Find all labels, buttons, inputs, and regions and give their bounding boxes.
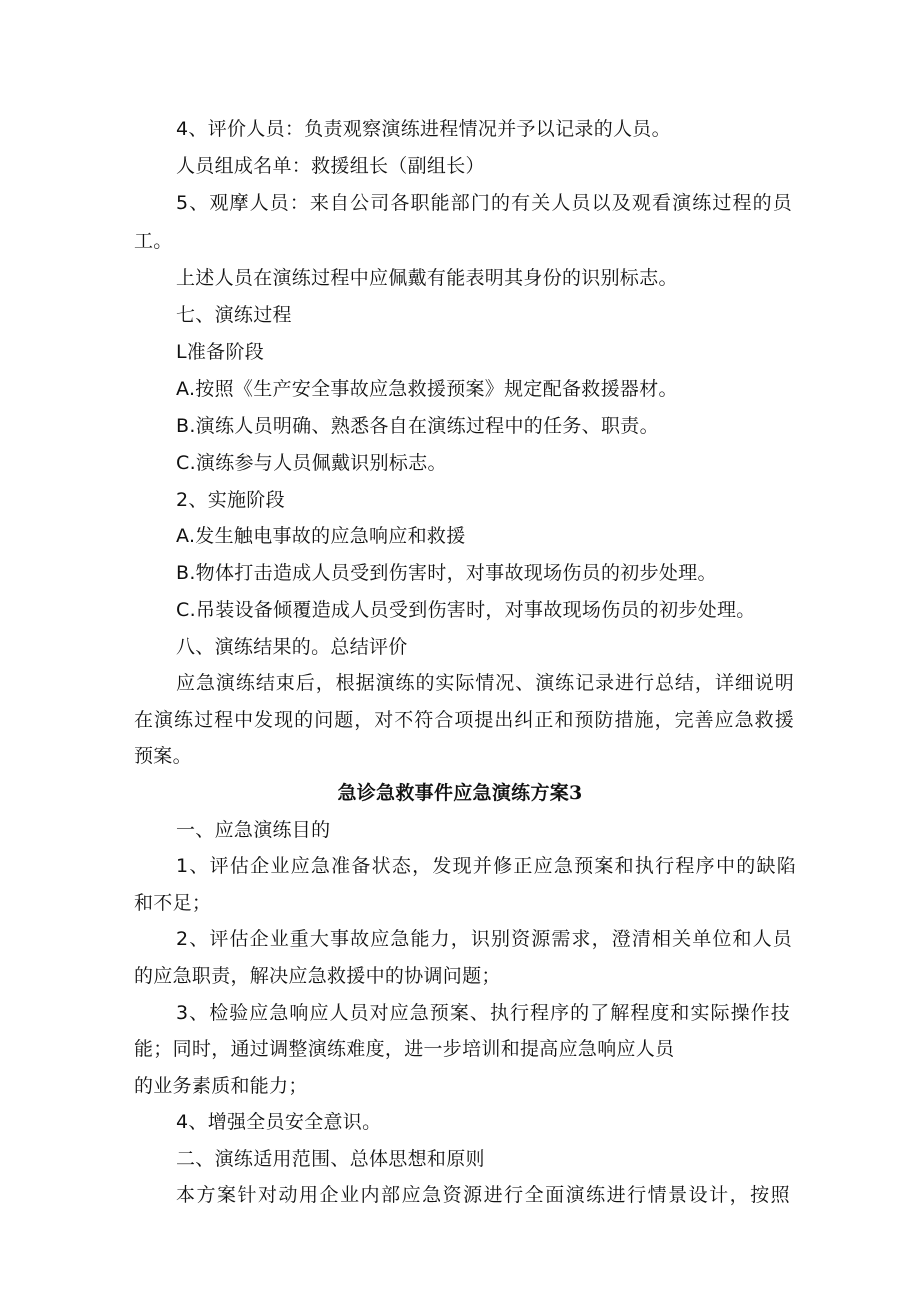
paragraph-line: 2、实施阶段 xyxy=(176,489,285,511)
paragraph-line: 在演练过程中发现的问题，对不符合项提出纠正和预防措施，完善应急救援 xyxy=(134,709,794,731)
paragraph-line: 的业务素质和能力； xyxy=(134,1075,308,1097)
paragraph-line: 2、评估企业重大事故应急能力，识别资源需求，澄清相关单位和人员 xyxy=(176,928,792,950)
paragraph-line: 应急演练结束后，根据演练的实际情况、演练记录进行总结，详细说明 xyxy=(176,672,794,694)
paragraph-line: 3、检验应急响应人员对应急预案、执行程序的了解程度和实际操作技 xyxy=(176,1002,790,1024)
paragraph-line: 预案。 xyxy=(134,745,192,767)
paragraph-line: 能；同时，通过调整演练难度，进一步培训和提高应急响应人员 xyxy=(134,1038,675,1060)
paragraph-line: 4、评价人员：负责观察演练进程情况并予以记录的人员。 xyxy=(176,118,671,140)
paragraph-line: A.按照《生产安全事故应急救援预案》规定配备救援器材。 xyxy=(176,378,678,400)
paragraph-line: 4、增强全员安全意识。 xyxy=(176,1111,382,1133)
paragraph-line: L准备阶段 xyxy=(176,341,265,363)
heading-line: 二、演练适用范围、总体思想和原则 xyxy=(176,1148,485,1170)
paragraph-line: C.演练参与人员佩戴识别标志。 xyxy=(176,452,447,474)
paragraph-line: 1、评估企业应急准备状态，发现并修正应急预案和执行程序中的缺陷 xyxy=(176,855,796,877)
heading-line: 八、演练结果的。总结评价 xyxy=(176,636,408,658)
paragraph-line: 的应急职责，解决应急救援中的协调问题； xyxy=(134,965,501,987)
paragraph-line: 上述人员在演练过程中应佩戴有能表明其身份的识别标志。 xyxy=(176,267,678,289)
paragraph-line: C.吊装设备倾覆造成人员受到伤害时，对事故现场伤员的初步处理。 xyxy=(176,599,756,621)
heading-line: 七、演练过程 xyxy=(176,304,292,326)
heading-line: 一、应急演练目的 xyxy=(176,819,331,841)
paragraph-line: 和不足； xyxy=(134,892,212,914)
paragraph-line: 本方案针对动用企业内部应急资源进行全面演练进行情景设计，按照 xyxy=(176,1184,790,1206)
paragraph-line: B.物体打击造成人员受到伤害时，对事故现场伤员的初步处理。 xyxy=(176,562,717,584)
section-title: 急诊急救事件应急演练方案3 xyxy=(337,782,583,804)
paragraph-line: 人员组成名单：救援组长（副组长） xyxy=(176,155,485,177)
paragraph-line: 5、观摩人员：来自公司各职能部门的有关人员以及观看演练过程的员 xyxy=(176,192,792,214)
paragraph-line: 工。 xyxy=(134,230,173,252)
paragraph-line: B.演练人员明确、熟悉各自在演练过程中的任务、职责。 xyxy=(176,415,659,437)
paragraph-line: A.发生触电事故的应急响应和救援 xyxy=(176,525,466,547)
